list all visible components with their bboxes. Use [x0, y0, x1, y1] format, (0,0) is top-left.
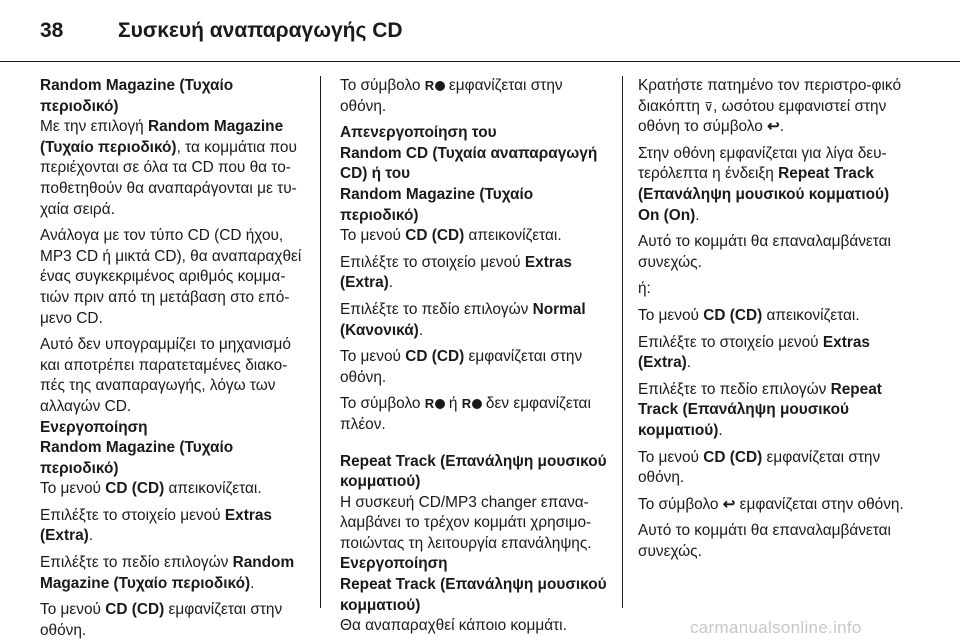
- page-title: Συσκευή αναπαραγωγής CD: [118, 19, 403, 42]
- page-header: [0, 0, 960, 62]
- paragraph: Το μενού CD (CD) απεικονίζεται.: [40, 480, 262, 498]
- paragraph: Το σύμβολο R ή R δεν εμφανίζεται πλέον.: [340, 395, 591, 433]
- paragraph: Επιλέξτε το στοιχείο μενού Extras (Extra).: [40, 506, 272, 545]
- random-cd-symbol-icon: R: [425, 76, 445, 97]
- heading-activation-sub: Random Magazine (Τυχαίο περιοδικό): [40, 439, 234, 477]
- paragraph: Επιλέξτε το πεδίο επιλογών Normal (Κανονικά).: [340, 300, 586, 339]
- header-rule: [0, 61, 960, 62]
- paragraph: Το σύμβολο R εμφανίζεται στην οθόνη.: [340, 77, 563, 115]
- heading-random-magazine: Random Magazine (Τυχαίο περιοδικό): [40, 77, 234, 115]
- paragraph: Με την επιλογή Random Magazine (Τυχαίο περιοδικό), τα κομμάτια που περιέχονται σε όλα τα CD που θα το-ποθετηθούν θα αναπαράγονται με τυ-χαία σειρά.: [40, 118, 297, 218]
- paragraph: Το σύμβολο ↩ εμφανίζεται στην οθόνη.: [638, 495, 906, 516]
- repeat-icon: ↩: [722, 495, 736, 513]
- rotary-knob-icon: ⊽: [704, 99, 714, 114]
- watermark: carmanualsonline.info: [690, 618, 862, 637]
- heading-activation: Ενεργοποίηση: [40, 418, 148, 436]
- paragraph: Κρατήστε πατημένο τον περιστρο-φικό διακόπτη ⊽, ωσότου εμφανιστεί στην οθόνη το σύμβολο ↩.: [638, 76, 906, 138]
- paragraph: Το μενού CD (CD) εμφανίζεται στην οθόνη.: [40, 601, 283, 639]
- paragraph: Θα αναπαραχθεί κάποιο κομμάτι.: [340, 617, 567, 635]
- column-1: [40, 76, 310, 642]
- heading-deactivation-sub: Random CD (Τυχαία αναπαραγωγή CD) ή του: [340, 144, 598, 183]
- heading-repeat-track: Repeat Track (Επανάληψη μουσικού κομματιού): [340, 452, 607, 491]
- repeat-icon: ↩: [767, 118, 780, 136]
- paragraph: Επιλέξτε το στοιχείο μενού Extras (Extra).: [340, 253, 572, 292]
- paragraph: Επιλέξτε το στοιχείο μενού Extras (Extra).: [638, 333, 870, 372]
- paragraph: Το μενού CD (CD) απεικονίζεται.: [340, 227, 562, 245]
- paragraph: Αυτό το κομμάτι θα επαναλαμβάνεται συνεχώς.: [638, 233, 891, 271]
- paragraph: ή:: [638, 280, 651, 298]
- random-cd-symbol-icon: R: [425, 394, 445, 415]
- paragraph: Το μενού CD (CD) εμφανίζεται στην οθόνη.: [340, 348, 583, 386]
- paragraph: Αυτό το κομμάτι θα επαναλαμβάνεται συνεχώς.: [638, 522, 891, 560]
- paragraph: Ανάλογα με τον τύπο CD (CD ήχου, MP3 CD ή μικτά CD), θα αναπαραχθεί ένας συγκεκριμένος αριθμός κομμα-τιών πριν από τη μετάβαση στο επό-μενο CD.: [40, 227, 302, 327]
- page-number: 38: [40, 19, 64, 42]
- paragraph: Επιλέξτε το πεδίο επιλογών Random Magazine (Τυχαίο περιοδικό).: [40, 554, 295, 592]
- paragraph: Το μενού CD (CD) εμφανίζεται στην οθόνη.: [638, 448, 881, 487]
- heading-deactivation-sub2: Random Magazine (Τυχαίο περιοδικό): [340, 185, 534, 224]
- paragraph: Επιλέξτε το πεδίο επιλογών Repeat Track (Επανάληψη μουσικού κομματιού).: [638, 380, 882, 439]
- column-divider-1: [320, 76, 321, 608]
- paragraph: Η συσκευή CD/MP3 changer επανα-λαμβάνει το τρέχον κομμάτι χρησιμο-ποιώντας τη λειτουργία επανάληψης.: [340, 493, 592, 552]
- column-3: [638, 76, 906, 568]
- column-2: [340, 76, 608, 642]
- heading-deactivation: Απενεργοποίηση του: [340, 124, 497, 142]
- paragraph: Στην οθόνη εμφανίζεται για λίγα δευ-τερόλεπτα η ένδειξη Repeat Track (Επανάληψη μουσικού κομματιού) On (On).: [638, 144, 890, 224]
- paragraph: Αυτό δεν υπογραμμίζει το μηχανισμό και αποτρέπει παρατεταμένες διακο-πές της αναπαραγωγής, λόγω των αλλαγών CD.: [40, 336, 291, 415]
- paragraph: Το μενού CD (CD) απεικονίζεται.: [638, 306, 860, 324]
- heading-activation: Ενεργοποίηση: [340, 555, 448, 573]
- column-divider-2: [622, 76, 623, 608]
- heading-activation-sub: Repeat Track (Επανάληψη μουσικού κομματιού): [340, 576, 607, 614]
- random-magazine-symbol-icon: R: [462, 394, 482, 415]
